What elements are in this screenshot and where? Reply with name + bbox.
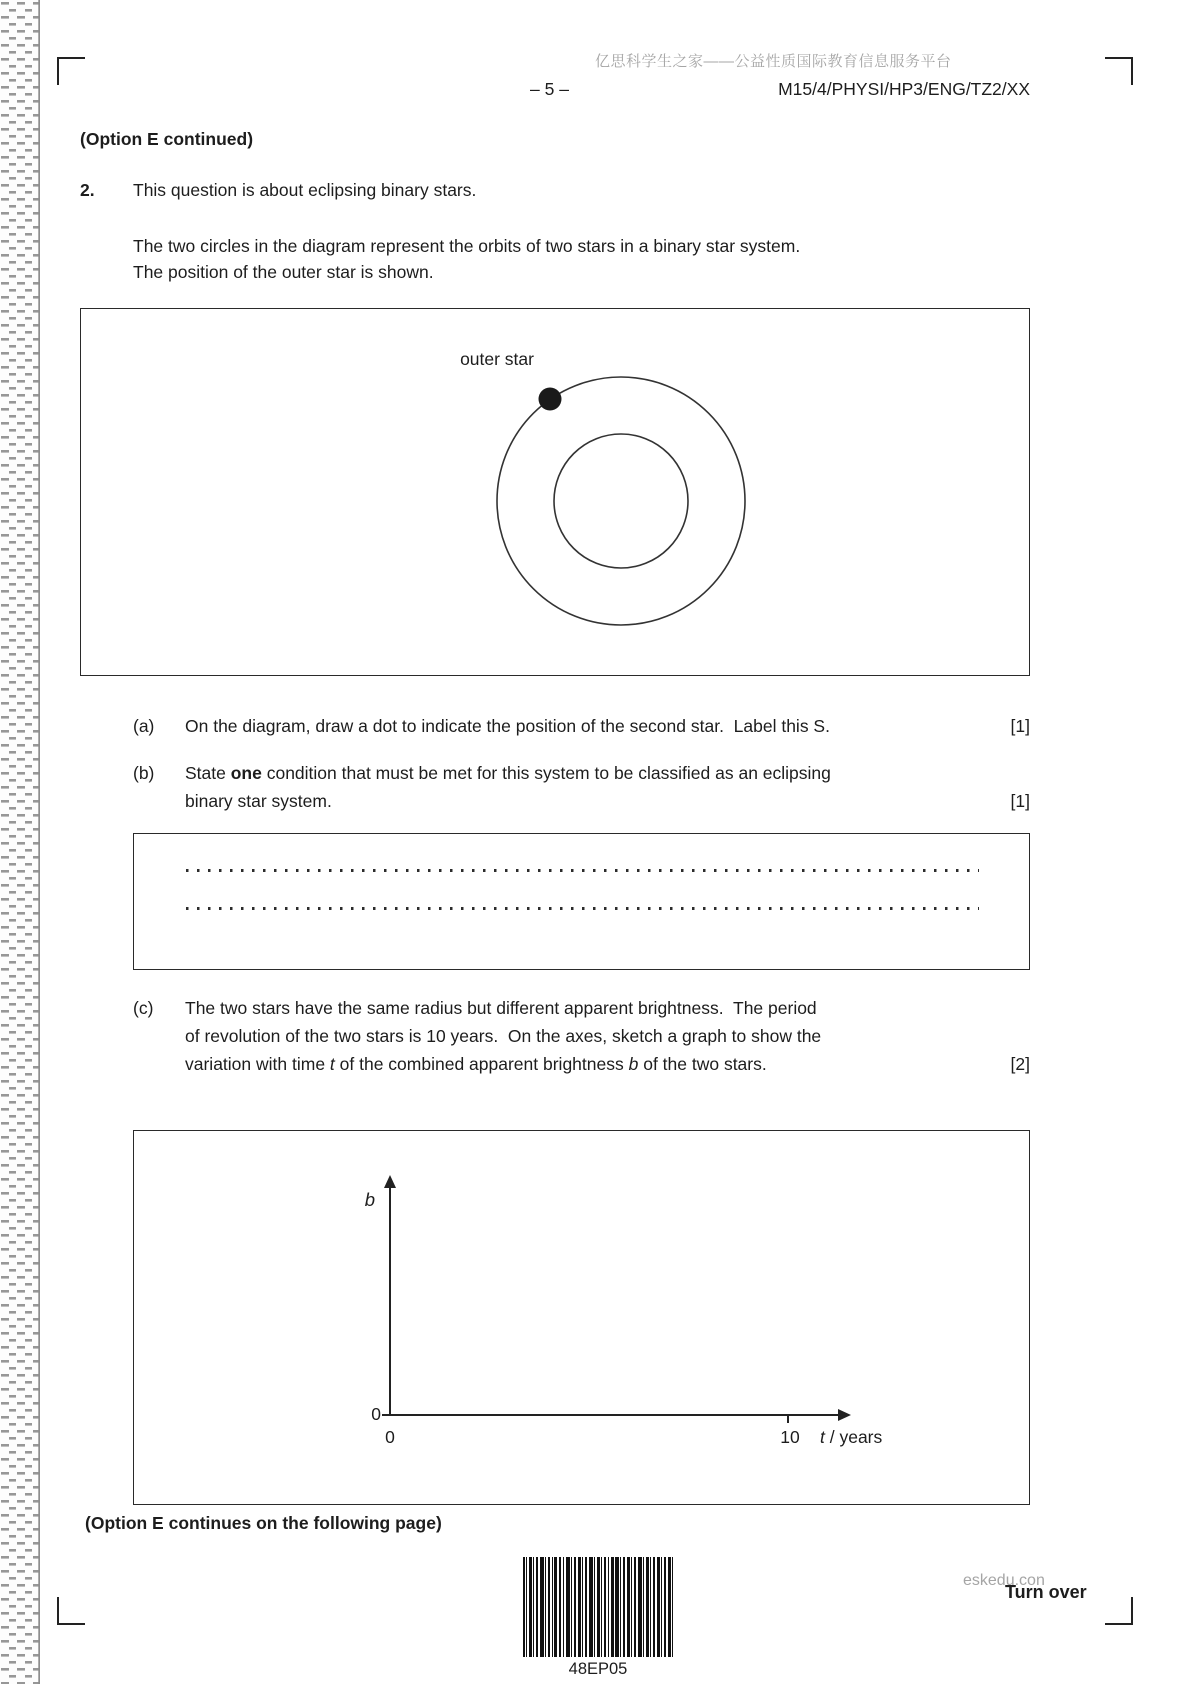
option-continues-footer: (Option E continues on the following page)	[85, 1513, 442, 1533]
part-c-marks: [2]	[1010, 1054, 1030, 1074]
crop-mark-top-left	[57, 57, 85, 85]
paper-code: M15/4/PHYSI/HP3/ENG/TZ2/XX	[778, 79, 1030, 99]
part-a-marks: [1]	[1010, 716, 1030, 736]
part-c-line1: The two stars have the same radius but different apparent brightness. The period	[185, 998, 817, 1018]
turn-over-label: Turn over	[1005, 1582, 1087, 1602]
crop-mark-bottom-left	[57, 1597, 85, 1625]
header-watermark: 亿思科学生之家——公益性质国际教育信息服务平台	[595, 53, 952, 70]
y-axis-line	[389, 1186, 391, 1416]
part-b-id: (b)	[133, 763, 155, 783]
question-stem: This question is about eclipsing binary stars.	[133, 180, 477, 200]
part-c-italic-t: t	[329, 1054, 335, 1074]
part-b-bold-one: one	[230, 763, 262, 783]
part-c-line3	[185, 1054, 767, 1075]
page-number: – 5 –	[530, 79, 569, 99]
part-c-line2: of revolution of the two stars is 10 years. On the axes, sketch a graph to show the	[185, 1026, 822, 1046]
question-intro-line1: The two circles in the diagram represent the orbits of two stars in a binary star system.	[133, 236, 801, 256]
orbit-diagram-box	[80, 308, 1030, 676]
part-c-l3s3: of the two stars.	[638, 1054, 767, 1074]
part-b-marks: [1]	[1010, 791, 1030, 811]
binding-hatch-band	[0, 0, 40, 1684]
part-b-line1	[185, 763, 831, 784]
answer-dotted-line	[186, 869, 979, 872]
y-zero-label: 0	[371, 1404, 381, 1424]
inner-orbit-circle	[554, 434, 688, 568]
x-tick-label: 10	[780, 1427, 800, 1447]
sketch-graph-box	[133, 1130, 1030, 1505]
option-continued-heading: (Option E continued)	[80, 129, 254, 149]
x-axis-label	[820, 1427, 882, 1448]
answer-box	[133, 833, 1030, 970]
y-axis-label: b	[364, 1189, 375, 1210]
orbit-diagram	[81, 309, 1028, 674]
part-c-l3s2: of the combined apparent brightness	[334, 1054, 629, 1074]
question-number: 2.	[80, 180, 95, 200]
question-intro-line2: The position of the outer star is shown.	[133, 262, 434, 282]
outer-star-dot	[539, 388, 562, 411]
part-c-l3s1: variation with time	[185, 1054, 330, 1074]
x-axis-arrowhead-icon	[838, 1409, 851, 1421]
y-axis-arrowhead-icon	[384, 1175, 396, 1188]
outer-star-label: outer star	[460, 349, 534, 369]
part-a-text: On the diagram, draw a dot to indicate the position of the second star. Label this S.	[185, 716, 830, 736]
part-c-italic-b: b	[628, 1054, 639, 1074]
x-axis-label-t: t	[820, 1427, 825, 1447]
answer-dotted-line	[186, 907, 979, 910]
x-zero-label: 0	[385, 1427, 395, 1447]
x-tick-10	[787, 1415, 789, 1423]
crop-mark-bottom-right	[1105, 1597, 1133, 1625]
footer-watermark: eskedu.con	[963, 1572, 1045, 1589]
crop-mark-top-right	[1105, 57, 1133, 85]
part-a-id: (a)	[133, 716, 155, 736]
part-c-id: (c)	[133, 998, 154, 1018]
x-axis-line	[382, 1414, 840, 1416]
barcode	[523, 1557, 673, 1657]
part-b-seg1: State	[185, 763, 231, 783]
part-b-seg2: condition that must be met for this system to be classified as an eclipsing	[261, 763, 831, 783]
x-axis-label-units: / years	[824, 1427, 883, 1447]
outer-orbit-circle	[497, 377, 745, 625]
part-b-line2: binary star system.	[185, 791, 332, 811]
barcode-text: 48EP05	[568, 1660, 628, 1678]
